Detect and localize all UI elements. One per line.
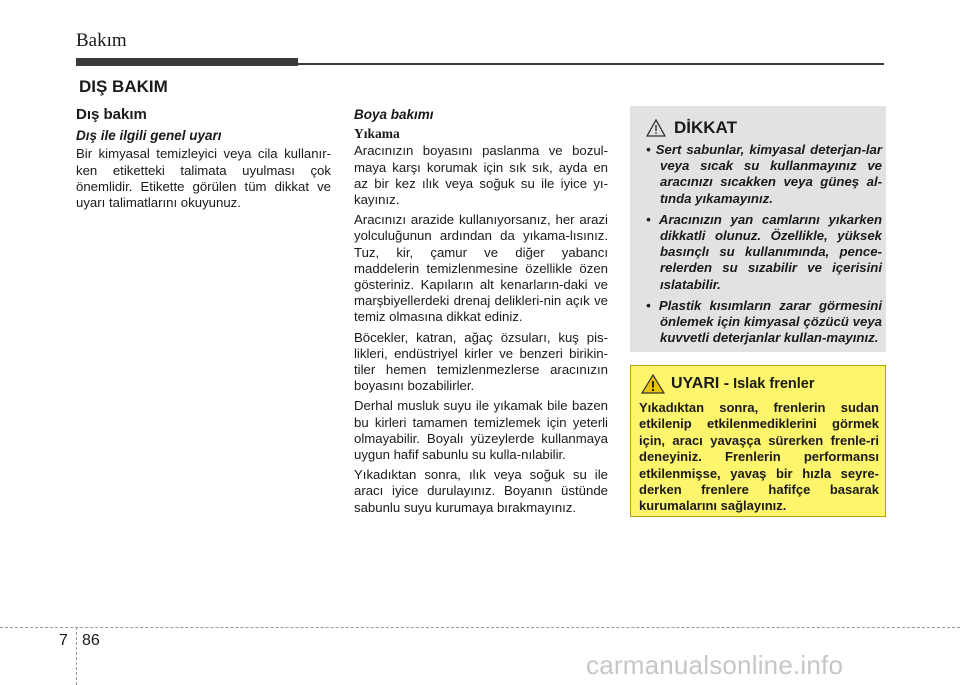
middle-paragraph: Derhal musluk suyu ile yıkamak bile bazen bu kirleri tamamen temizlemek için yeterli olmayabilir. Boyalı yüzeylerde kullanmaya uygun hafif sabunlu su kulla-nılabilir. bbox=[354, 398, 608, 463]
caution-item: • Plastik kısımların zarar görmesini önlemek için kimyasal çözücü veya kuvvetli deterjanlar kullan-mayınız. bbox=[646, 297, 882, 346]
warning-title: UYARI - bbox=[671, 375, 730, 392]
left-body: Bir kimyasal temizleyici veya cila kullanır-ken etiketteki talimata uyulması çok önemlidir. Etikette görülen tüm dikkat ve uyarı talimatlarını okuyunuz. bbox=[76, 146, 331, 211]
warning-triangle-icon bbox=[641, 374, 665, 394]
caution-triangle-icon bbox=[646, 119, 666, 137]
middle-subsubheading: Yıkama bbox=[354, 126, 400, 142]
middle-subheading: Boya bakımı bbox=[354, 107, 434, 122]
middle-paragraph: Yıkadıktan sonra, ılık veya soğuk su ile aracı iyice durulayınız. Boyanın üstünde sabunlu suyu kurumaya bırakmayınız. bbox=[354, 467, 608, 515]
caution-box bbox=[630, 106, 886, 352]
footer-page-number: 86 bbox=[82, 632, 100, 649]
section-title: DIŞ BAKIM bbox=[79, 77, 168, 96]
middle-column bbox=[354, 107, 608, 520]
middle-paragraph: Aracınızın boyasını paslanma ve bozul-maya karşı korumak için sık sık, ayda en az bir kez ılık veya soğuk su ile iyice yı-kayınız. bbox=[354, 143, 608, 208]
warning-header bbox=[641, 374, 815, 394]
warning-subtitle: Islak frenler bbox=[733, 376, 815, 392]
header-rule-thin bbox=[298, 63, 884, 65]
caution-item: • Sert sabunlar, kimyasal deterjan-lar veya sıcak su kullanmayınız ve aracınızı sıcakken veya güneş al-tında yıkamayınız. bbox=[646, 142, 882, 206]
caution-list bbox=[638, 142, 882, 351]
page-header-title: Bakım bbox=[76, 30, 127, 51]
left-subheading: Dış ile ilgili genel uyarı bbox=[76, 128, 222, 144]
header-rule-thick bbox=[76, 58, 298, 66]
footer-chapter-number: 7 bbox=[59, 632, 68, 649]
watermark: carmanualsonline.info bbox=[586, 650, 844, 680]
caution-title: DİKKAT bbox=[674, 118, 737, 137]
left-heading: Dış bakım bbox=[76, 106, 147, 123]
middle-paragraph: Aracınızı arazide kullanıyorsanız, her arazi yolculuğunun ardından da yıkama-lısınız. Tuz, kir, çamur ve diğer yabancı maddelerin temizlenmesine özellikle özen gösteriniz. Kapıların alt kenarların-daki ve marşbiyellerdeki drenaj delikleri-nin açık ve temiz olmasına dikkat ediniz. bbox=[354, 212, 608, 325]
left-column bbox=[76, 107, 331, 215]
footer-rule-horizontal bbox=[0, 627, 960, 628]
warning-box bbox=[630, 365, 886, 517]
middle-paragraph: Böcekler, katran, ağaç özsuları, kuş pis-likleri, endüstriyel kirler ve benzeri birikin-tiler hemen temizlenmezlerse aracınızın boyasını bozabilirler. bbox=[354, 329, 608, 394]
footer-rule-vertical bbox=[76, 627, 77, 685]
warning-body: Yıkadıktan sonra, frenlerin sudan etkilenip etkilenmediklerini görmek için, aracı yavaşça sürerken frenle-ri deneyiniz. Frenlerin performansı etkilenmişse, yavaş bir hızla seyre-derken frenlere hafifçe basarak kurumalarını sağlayınız. bbox=[639, 400, 879, 514]
caution-item: • Aracınızın yan camlarını yıkarken dikkatli olunuz. Özellikle, yüksek basınçlı su kullanımında, pence-relerden su sızabilir ve içerisini ıslatabilir. bbox=[646, 211, 883, 292]
caution-header bbox=[646, 118, 737, 138]
